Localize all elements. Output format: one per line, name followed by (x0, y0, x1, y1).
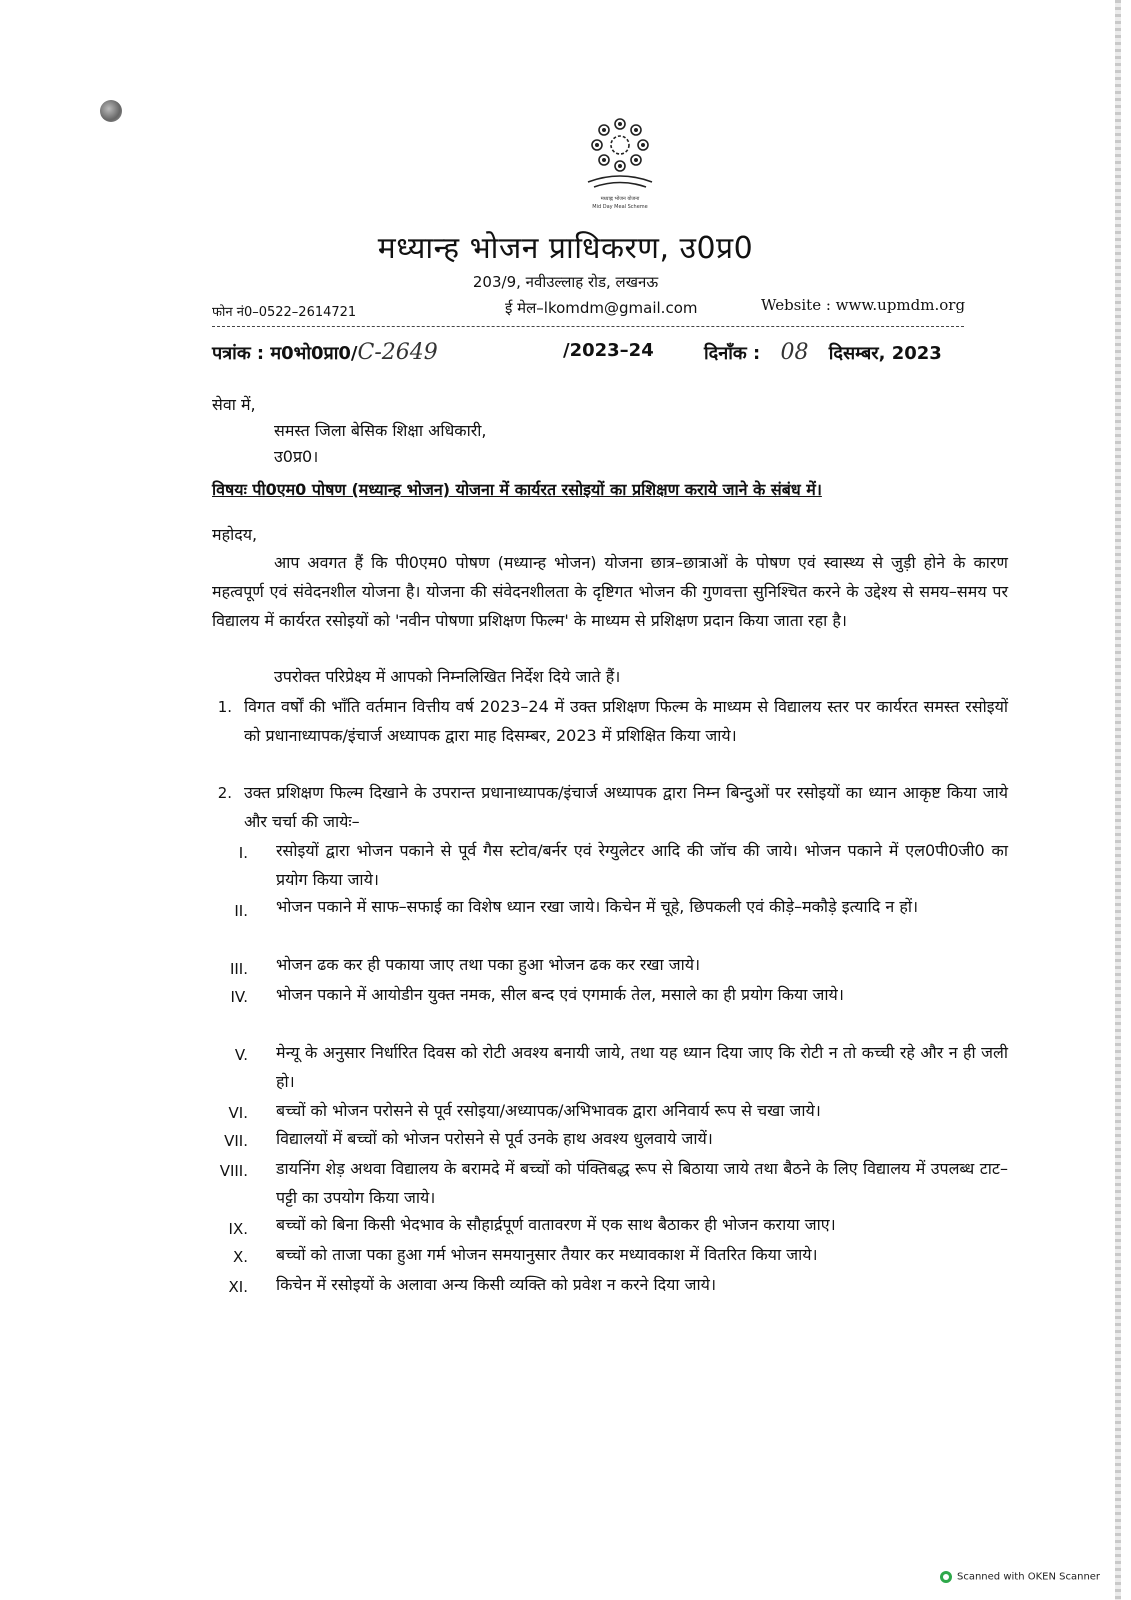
website-address: Website : www.upmdm.org (761, 296, 966, 314)
subpoint-number: X. (232, 1248, 248, 1266)
reference-prefix: पत्रांक : म0भो0प्रा0/ (212, 343, 358, 364)
subpoint-number: IV. (230, 988, 248, 1006)
subpoint-number: IX. (228, 1220, 248, 1238)
date-label: दिनाँक : (704, 343, 761, 364)
mid-day-meal-logo (580, 112, 660, 216)
subpoint-number: III. (229, 960, 248, 978)
directive-line (212, 662, 1008, 691)
subpoint-number: VIII. (219, 1162, 248, 1180)
subpoint-tasting: बच्चों को भोजन परोसने से पूर्व रसोइया/अध्यापक/अभिभावक द्वारा अनिवार्य रूप से चखा जाये। (276, 1101, 821, 1120)
children-circle-icon (580, 112, 660, 194)
recipient-line-1: समस्त जिला बेसिक शिक्षा अधिकारी, (274, 421, 487, 440)
header-divider (212, 326, 964, 327)
organization-title: मध्यान्ह भोजन प्राधिकरण, उ0प्र0 (377, 231, 754, 266)
recipient-line-2: उ0प्र0। (274, 447, 319, 466)
point-number: 2. (217, 784, 232, 802)
letter-subject: विषयः पी0एम0 पोषण (मध्यान्ह भोजन) योजना में कार्यरत रसोइयों का प्रशिक्षण कराये जाने के संबंध में। (212, 480, 822, 499)
phone-number: फोन नं0–0522–2614721 (212, 305, 357, 320)
logo-caption-english: Mid Day Meal Scheme (592, 204, 648, 210)
intro-paragraph (212, 548, 1008, 635)
handwritten-date-day: 08 (780, 340, 809, 365)
greeting: महोदय, (212, 525, 258, 544)
email-address: ई मेल–lkomdm@gmail.com (505, 299, 698, 317)
handwritten-letter-number: C-2649 (357, 340, 438, 365)
recipient-salutation: सेवा में, (212, 395, 256, 414)
subpoint-kitchen-entry: किचेन में रसोइयों के अलावा अन्य किसी व्यक्ति को प्रवेश न करने दिया जाये। (276, 1275, 717, 1294)
letter-date (704, 340, 942, 365)
organization-address: 203/9, नवीउल्लाह रोड, लखनऊ (472, 273, 659, 291)
subpoint-gas-check: रसोइयों द्वारा भोजन पकाने से पूर्व गैस स्टोव/बर्नर एवं रेग्युलेटर आदि की जॉच की जाये। भोजन पकाने में एल0पी0जी0 का प्रयोग किया जाये। (276, 841, 1008, 889)
intro-paragraph-text: आप अवगत हैं कि पी0एम0 पोषण (मध्यान्ह भोजन) योजना छात्र–छात्राओं के पोषण एवं स्वास्थ्य से जुड़ी होने के कारण महत्वपूर्ण एवं संवेदनशील योजना है। योजना की संवेदनशीलता के दृष्टिगत भोजन की गुणवत्ता सुनिश्चित करने के उद्देश्य से समय–समय पर विद्यालय में कार्यरत रसोइयों को 'नवीन पोषणा प्रशिक्षण फिल्म' के माध्यम से प्रशिक्षण प्रदान किया जाता रहा है। (212, 553, 1008, 630)
subpoint-seating: डायनिंग शेड़ अथवा विद्यालय के बरामदे में बच्चों को पंक्तिबद्ध रूप से बिठाया जाये तथा बैठने के लिए विद्यालय में उपलब्ध टाट–पट्टी का उपयोग किया जाये। (276, 1159, 1008, 1207)
date-month-year: दिसम्बर, 2023 (828, 343, 942, 364)
subpoint-roti-menu: मेन्यू के अनुसार निर्धारित दिवस को रोटी अवश्य बनायी जाये, तथा यह ध्यान दिया जाए कि रोटी न तो कच्ची रहे और न ही जली हो। (276, 1043, 1008, 1091)
reference-year: /2023–24 (563, 340, 654, 361)
point-number: 1. (217, 698, 232, 716)
subpoint-number: VII. (224, 1132, 248, 1150)
subpoint-hand-wash: विद्यालयों में बच्चों को भोजन परोसने से पूर्व उनके हाथ अवश्य धुलवाये जायें। (276, 1129, 713, 1148)
subpoint-number: II. (234, 902, 248, 920)
punch-hole (100, 100, 122, 122)
subpoint-hot-meal: बच्चों को ताजा पका हुआ गर्म भोजन समयानुसार तैयार कर मध्यावकाश में वितरित किया जाये। (276, 1245, 818, 1264)
subpoint-iodized-salt: भोजन पकाने में आयोडीन युक्त नमक, सील बन्द एवं एगमार्क तेल, मसाले का ही प्रयोग किया जाये। (276, 985, 844, 1004)
subpoint-cleanliness: भोजन पकाने में साफ–सफाई का विशेष ध्यान रखा जाये। किचेन में चूहे, छिपकली एवं कीड़े–मकौड़े इत्यादि न हों। (276, 897, 919, 916)
main-point-2: उक्त प्रशिक्षण फिल्म दिखाने के उपरान्त प्रधानाध्यापक/इंचार्ज अध्यापक द्वारा निम्न बिन्दुओं पर रसोइयों का ध्यान आकृष्ट किया जाये और चर्चा की जायेः– (244, 783, 1008, 831)
subpoint-number: VI. (228, 1104, 248, 1122)
logo-caption-hindi: मध्याह्न भोजन योजना (600, 196, 640, 202)
subpoint-covered-cooking: भोजन ढक कर ही पकाया जाए तथा पका हुआ भोजन ढक कर रखा जाये। (276, 955, 701, 974)
scanner-watermark (940, 1571, 1100, 1583)
oken-scanner-icon (940, 1571, 952, 1583)
main-point-1: विगत वर्षों की भाँति वर्तमान वित्तीय वर्ष 2023–24 में उक्त प्रशिक्षण फिल्म के माध्यम से विद्यालय स्तर पर कार्यरत समस्त रसोइयों को प्रधानाध्यापक/इंचार्ज अध्यापक द्वारा माह दिसम्बर, 2023 में प्रशिक्षित किया जाये। (244, 697, 1008, 745)
subpoint-number: I. (238, 844, 248, 862)
subpoint-number: V. (234, 1046, 248, 1064)
subpoint-number: XI. (228, 1278, 248, 1296)
directive-line-text: उपरोक्त परिप्रेक्ष्य में आपको निम्नलिखित निर्देश दिये जाते हैं। (274, 667, 621, 686)
subpoint-no-discrimination: बच्चों को बिना किसी भेदभाव के सौहार्द्रपूर्ण वातावरण में एक साथ बैठाकर ही भोजन कराया जाए। (276, 1215, 836, 1234)
scanner-label: Scanned with OKEN Scanner (957, 1571, 1101, 1583)
reference-number (212, 340, 438, 365)
